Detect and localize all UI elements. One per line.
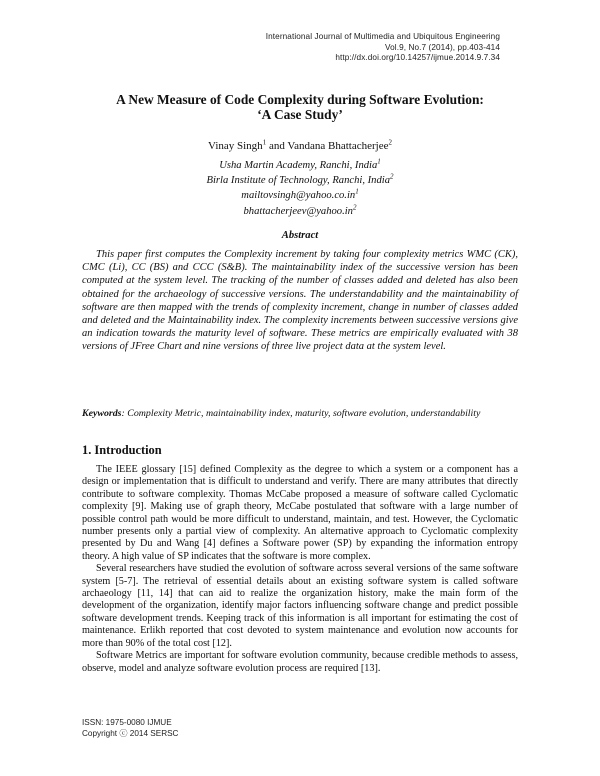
- abstract-heading: Abstract: [281, 230, 319, 241]
- paragraph: Several researchers have studied the evolution of software across several versions of the same software system [5-7]. The retrieval of essential details about an existing software system is called software archaeology [11, 14] that can aid to realize the organization history, make the main form of the development of the organization, identify major factors influencing software change and predict possible software development trends. Keeping track of this information is all important for estimating the cost of maintenance. Erlikh reported that cost devoted to system maintenance and evolution now accounts for more than 90% of the total cost [12].: [82, 563, 518, 649]
- journal-name: International Journal of Multimedia and Ubiquitous Engineering: [265, 32, 500, 41]
- page-footer: [82, 718, 178, 739]
- copyright: Copyright ⓒ 2014 SERSC: [82, 728, 179, 738]
- paragraph: The IEEE glossary [15] defined Complexity as the degree to which a system or a component has a design or implementation that is difficult to understand and verify. There are many attributes that directly contribute to software complexity. Thomas McCabe proposed a measure of software called Cyclomatic complexity [9]. Making use of graph theory, McCabe postulated that software with a large number of possible control path would be more difficult to understand, maintain, and test. However, the Cyclomatic number presents only a partial view of complexity. An alternative approach to Cyclomatic complexity presented by Du and Wang [4] defines a Software power (SP) by expanding the information entropy theory. A high value of SP indicates that the software is more complex.: [82, 464, 518, 562]
- paragraph: Software Metrics are important for software evolution community, because credible methods to assess, observe, model and analyze software evolution process are required [13].: [82, 650, 518, 674]
- keywords-label: Keywords: [82, 408, 122, 419]
- keywords-text: : Complexity Metric, maintainability index, maturity, software evolution, understandability: [121, 408, 481, 419]
- journal-volume: Vol.9, No.7 (2014), pp.403-414: [385, 42, 500, 52]
- author-list: [80, 140, 520, 153]
- email-2[interactable]: $bhattacherjeev@yahoo.in^2$: [243, 203, 357, 217]
- journal-header: [200, 32, 500, 64]
- title-line-1: A New Measure of Code Complexity during Software Evolution:: [116, 92, 484, 107]
- affiliations: [80, 158, 520, 219]
- abstract-text: This paper first computes the Complexity increment by taking four complexity metrics WMC (CK), CMC (Li), CC (BS) and CCC (S&B). The maintainability index of the successive version has been computed at the system level. The tracking of the number of classes added and deleted has also been obtained for the archaeology of successive versions. The understandability and the maintainability of software are then mapped with the trends of complexity increment, change in number of classes added and deleted and the Maintainability index. The complexity increments between successive versions give an indication towards the maturity level of software. These metrics are empirically evaluated with 38 versions of JFree Chart and nine versions of three live project data at the system level.: [82, 249, 518, 353]
- affiliation-2: Birla Institute of Technology, Ranchi, India$^2$: [206, 172, 394, 187]
- section-heading: 1. Introduction: [82, 443, 162, 457]
- doi-link[interactable]: http://dx.doi.org/10.14257/ijmue.2014.9.7.34: [335, 53, 500, 62]
- author-2: Vandana Bhattacherjee: [287, 140, 389, 152]
- keywords: [82, 408, 518, 420]
- affiliation-1: Usha Martin Academy, Ranchi, India$^1$: [219, 157, 381, 171]
- email-1[interactable]: $mailtovsingh@yahoo.co.in^1$: [241, 187, 359, 202]
- author-1-sup: 1: [262, 138, 267, 147]
- issn: ISSN: 1975-0080 IJMUE: [82, 718, 172, 727]
- paper-title: [80, 92, 520, 122]
- section-body: [82, 464, 518, 675]
- author-2-sup: 2: [388, 138, 392, 147]
- author-1: Vinay Singh: [208, 140, 263, 152]
- author-conjunction: and: [266, 140, 288, 152]
- title-line-2: ‘A Case Study’: [257, 107, 343, 122]
